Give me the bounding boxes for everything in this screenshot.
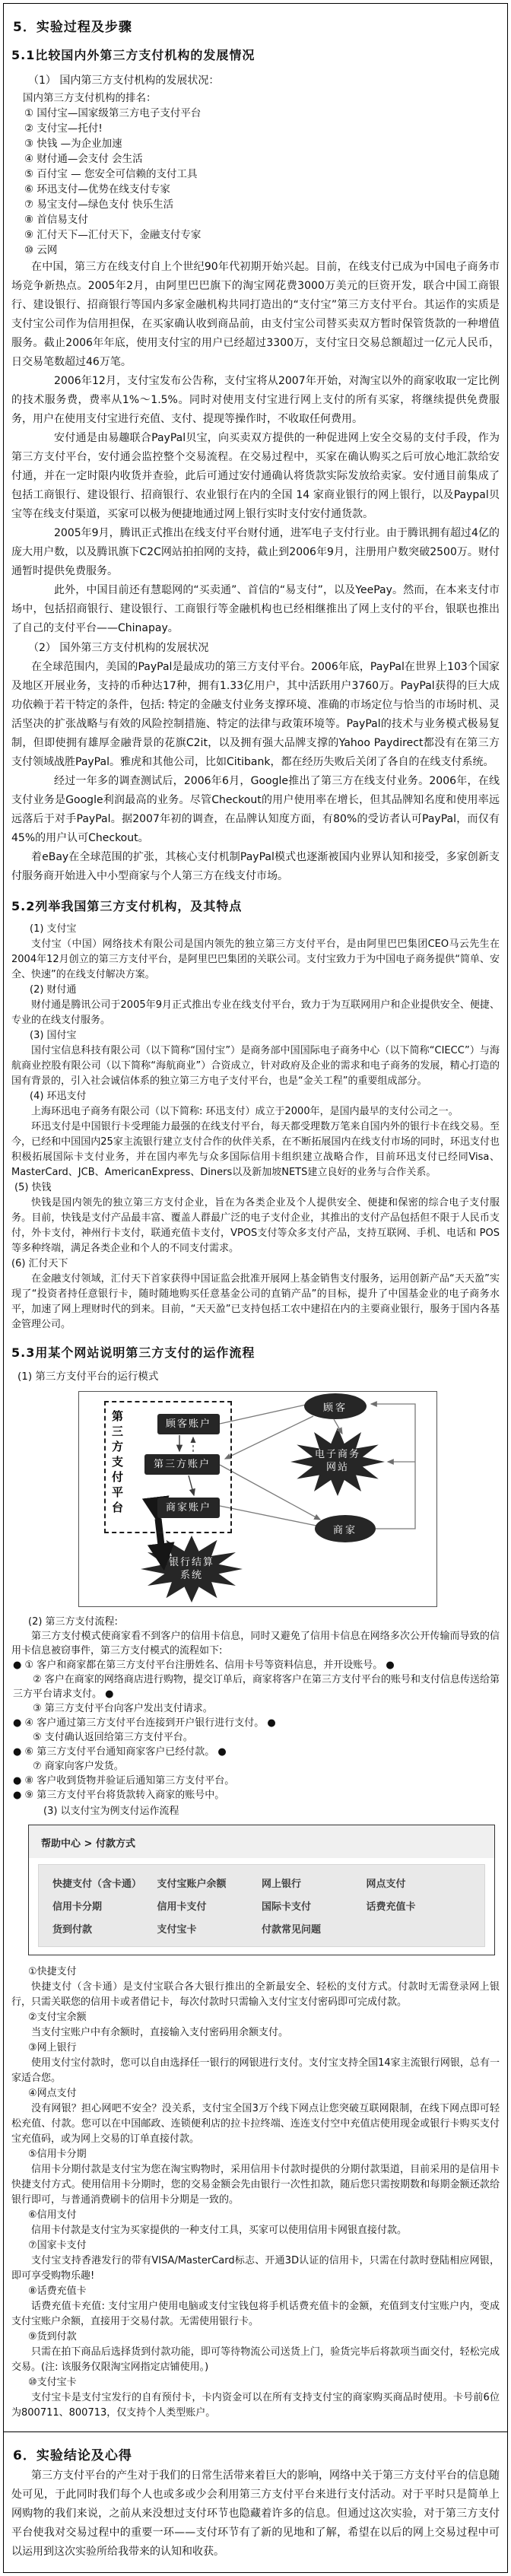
label-gopay: (3) 国付宝 (30, 1030, 77, 1041)
rank-item-4: ④ 财付通—会支付 会生活 (24, 153, 143, 165)
para-ebay: 着eBay在全球范围的扩张，其核心支付机制PayPal模式也逐渐被国内业界认知和接受，多家创新支付服务商开始进入中小型商家与个人第三方在线支付市场。 (11, 851, 500, 882)
bank-starburst-label (150, 1556, 233, 1582)
ecommerce-label-line1: 电子商务 (314, 1449, 360, 1460)
para-tenpay: 2005年9月，腾讯正式推出在线支付平台财付通，进军电子支付行业。由于腾讯拥有超过4亿的庞大用户数，以及腾讯旗下C2C网站拍拍网的支持，截止到2006年9月，注册用户数突破2500万。财付通暂时提供免费服务。 (11, 527, 500, 577)
customer-ellipse: 顾客 (304, 1393, 367, 1419)
label-method-9: ⑨货到付款 (28, 2331, 77, 2343)
label-method-10: ⑩支付宝卡 (28, 2377, 77, 2388)
label-method-1: ①快捷支付 (28, 1966, 77, 1977)
ecommerce-starburst-label (296, 1448, 379, 1474)
para-alipay-co: 支付宝（中国）网络技术有限公司是国内领先的独立第三方支付平台，是由阿里巴巴集团CEO马云先生在2004年12月创立的第三方支付平台，是阿里巴巴集团的关联公司。支付宝致力于为中国电子商务提供“简单、安全、快速”的在线支付解决方案。 (11, 939, 500, 980)
label-method-7: ⑦国家卡支付 (28, 2240, 87, 2251)
merchant-account-box: 商家账户 (157, 1498, 220, 1518)
para-alipay-history: 在中国，第三方在线支付自上个世纪90年代初期开始兴起。目前，在线支付已成为中国电子商务市场竞争新热点。2005年2月，由阿里巴巴旗下的淘宝网花费3000万美元的巨资开发，联合中国工商银行、建设银行、招商银行等国内多家金融机构共同打造出的“支付宝”第三方支付平台。其运作的实质是支付宝公司作为信用担保，在买家确认收到商品前，由支付宝公司替买卖双方暂时保管货款的一种增值服务。截止2006年年底，使用支付宝的用户已经超过3300万，支付宝日交易总额超过一亿元人民币，日交易笔数超过46万笔。 (11, 261, 500, 368)
flow-step-6: ● ⑥ 第三方支付平台通知商家客户已经付款。 ● (13, 1746, 227, 1758)
third-party-account-box: 第三方账户 (144, 1454, 220, 1475)
link-payment-faq[interactable]: 付款常见问题 (262, 1924, 322, 1936)
label-method-6: ⑥信用支付 (28, 2209, 77, 2221)
link-credit-card-pay[interactable]: 信用卡支付 (157, 1901, 207, 1913)
para-google-checkout: 经过一年多的调查测试后，2006年6月，Google推出了第三方在线支付业务。2006年，在线支付业务是Google利润最高的业务。尽管Checkout的用户使用率在增长，但其品牌知名度和使用率远远落后于对手PayPal。据2007年初的调查，在品牌认知度方面，有80%的受访者认可PayPal，而仅有45%的用户认可Checkout。 (11, 775, 500, 844)
section-6-title: 6．实验结论及心得 (13, 2448, 132, 2463)
flow-step-7: ⑦ 商家向客户发货。 (33, 1761, 124, 1772)
para-method-1: 快捷支付（含卡通）是支付宝联合各大银行推出的全新最安全、轻松的支付方式。付款时无需登录网上银行，只需关联您的信用卡或者借记卡，每次付款时只需输入支付宝支付密码即可完成付款。 (11, 1981, 500, 2008)
flow-step-5: ⑤ 支付确认返回给第三方支付平台。 (33, 1732, 193, 1743)
label-method-3: ③网上银行 (28, 2042, 77, 2053)
merchant-ellipse: 商家 (315, 1515, 376, 1542)
para-method-7: 支付宝支持香港发行的带有VISA/MasterCard标志、开通3D认证的信用卡，只需在付款时登陆相应网银，即可享受购物乐趣! (11, 2255, 500, 2282)
alipay-help-panel (28, 1825, 495, 1955)
link-online-banking[interactable]: 网上银行 (262, 1879, 302, 1890)
label-tenpay: (2) 财付通 (30, 984, 77, 996)
para-99bill-co: 快钱是国内领先的独立第三方支付企业，旨在为各类企业及个人提供安全、便捷和保密的综合电子支付服务。目前，快钱是支付产品最丰富、覆盖人群最广泛的电子支付企业，其推出的支付产品包括但不限于人民币支付，外卡支付，神州行卡支付，联通充值卡支付，VPOS支付等众多支付产品，支持互联网、手机、电话和 POS等多种终端，满足各类企业和个人的不同支付需求。 (11, 1197, 500, 1254)
para-chinapnr-co: 在金融支付领域，汇付天下首家获得中国证监会批准开展网上基金销售支付服务，运用创新产品“天天盈”实现了“投资者持任意银行卡，随时随地购买任意基金公司的直销产品”的目标，提升了中国基金业的电子商务水平，加速了网上理财时代的到来。目前，“天天盈”已支持包括工农中建招在内的主要商业银行，服务于国内各基金管理公司。 (11, 1273, 500, 1330)
customer-account-box: 顾客账户 (157, 1414, 220, 1434)
line-customeracct-to-customer (220, 1405, 306, 1424)
rank-item-2: ② 支付宝—托付! (24, 122, 103, 135)
section-5-box (3, 3, 508, 2432)
para-method-6: 信用卡付款是支付宝为买家提供的一种支付工具，买家可以使用信用卡网银直接付款。 (31, 2225, 408, 2236)
link-international-card-pay[interactable]: 国际卡支付 (262, 1901, 312, 1913)
bank-label-line1: 银行结算 (168, 1557, 214, 1568)
link-alipay-card[interactable]: 支付宝卡 (157, 1924, 197, 1936)
link-credit-card-installment[interactable]: 信用卡分期 (52, 1901, 103, 1913)
label-foreign-status: （2） 国外第三方支付机构的发展状况 (28, 642, 209, 654)
rank-item-6: ⑥ 环迅支付—优势在线支付专家 (24, 183, 170, 195)
heading-5-2: 5.2列举我国第三方支付机构，及其特点 (11, 899, 243, 913)
link-cash-on-delivery[interactable]: 货到付款 (52, 1924, 93, 1936)
rank-item-10: ⑩ 云网 (24, 244, 58, 256)
para-ips-co-2: 环迅支付是中国银行卡受理能力最强的在线支付平台，每天都受理数万笔来自国内外的银行卡在线交易。至今，已经和中国国内25家主流银行建立支付合作的伙伴关系，在不断拓展国内在线支付市场的同时，环迅支付也积极拓展国际卡支付业务，并在国内率先与众多国际信用卡组织建立战略合作，目前环迅支付已经同Visa、MasterCard、JCB、AmericanExpress、Diners以及新加坡NETS建立良好的业务与合作关系。 (11, 1121, 500, 1178)
para-method-2: 当支付宝账户中有余额时，直接输入支付密码用余额支付。 (31, 2027, 289, 2038)
section-6-box (3, 2431, 508, 2573)
label-method-5: ⑤信用卡分期 (28, 2149, 87, 2160)
label-method-2: ②支付宝余额 (28, 2012, 87, 2023)
flow-step-1: ● ① 客户和商家都在第三方支付平台注册姓名、信用卡号等资料信息，并开设账号。 ● (13, 1660, 395, 1671)
para-tenpay-co: 财付通是腾讯公司于2005年9月正式推出专业在线支付平台，致力于为互联网用户和企业提供安全、便捷、专业的在线支付服务。 (11, 999, 500, 1026)
label-method-4: ④网点支付 (28, 2088, 77, 2099)
para-method-5: 信用卡分期付款是支付宝为您在淘宝购物时，采用信用卡付款时提供的分期付款渠道，目前采用的是信用卡快捷支付方式。使用信用卡分期时，您的交易金额会先由银行一次性扣款，随后您只需按期数和每期金额还款给银行即可，与普通消费刷卡的信用卡分期是一致的。 (11, 2164, 500, 2206)
flow-step-9: ● ⑨ 第三方支付平台将货款转入商家的账号中。 (13, 1790, 225, 1801)
flow-step-2: ② 客户在商家的网络商店进行购物，提交订单后，商家将客户在第三方支付平台的账号和支付信息传送给第三方平台请求支付。 ● (13, 1674, 500, 1700)
payment-flow-diagram (78, 1391, 437, 1607)
flow-step-3: ③ 第三方支付平台向客户发出支付请求。 (33, 1703, 213, 1714)
platform-vertical-label: 第三方支付平台 (110, 1410, 124, 1517)
lab-report-page (3, 3, 508, 2573)
payment-methods-grid (38, 1864, 485, 1947)
para-alipay-fee: 2006年12月，支付宝发布公告称，支付宝将从2007年开始，对淘宝以外的商家收取一定比例的技术服务费，费率从1%～1.5%。同时对使用支付宝进行网上支付的所有买家，将继续提供免费服务，用户在使用支付宝进行充值、支付、提现等操作时，不收取任何费用。 (11, 375, 500, 425)
rank-item-9: ⑨ 汇付天下—汇付天下，金融支付专家 (24, 229, 202, 241)
label-ips: (4) 环迅支付 (30, 1091, 87, 1102)
label-chinapnr: (6) 汇付天下 (11, 1258, 68, 1269)
link-quick-pay[interactable]: 快捷支付（含卡通） (52, 1879, 142, 1890)
para-flow-intro: 第三方支付模式使商家看不到客户的信用卡信息，同时又避免了信用卡信息在网络多次公开传输而导致的信用卡信息被窃事件，第三方支付模式的流程如下: (11, 1631, 500, 1656)
line-merchantacct-to-merchant (220, 1506, 316, 1526)
label-operating-model: (1) 第三方支付平台的运行模式 (17, 1371, 159, 1383)
heading-5-3: 5.3用某个网站说明第三方支付的运作流程 (11, 1345, 256, 1360)
ecommerce-label-line2: 网站 (325, 1462, 349, 1473)
link-offline-outlet-pay[interactable]: 网点支付 (366, 1879, 406, 1890)
ranking-intro: 国内第三方支付机构的排名： (23, 92, 157, 104)
link-account-balance[interactable]: 支付宝账户余额 (157, 1879, 227, 1890)
label-alipay-example: (3) 以支付宝为例支付运作流程 (43, 1806, 179, 1817)
rank-item-7: ⑦ 易宝支付—绿色支付 快乐生活 (24, 199, 174, 211)
para-other-platforms: 此外，中国目前还有慧聪网的“买卖通”、首信的“易支付”，以及YeePay。然而，在本来支付市场中，包括招商银行、建设银行、工商银行等金融机构也已经相继推出了网上支付的平台，银联也推出了自己的支付平台——Chinapay。 (11, 584, 500, 634)
para-method-10: 支付宝卡是支付宝发行的自有预付卡，卡内资金可以在所有支持支付宝的商家购买商品时使用。卡号前6位为800711、800713，仅支持个人类型账户。 (11, 2392, 500, 2419)
para-anfutong: 安付通是由易趣联合PayPal贝宝，向买卖双方提供的一种促进网上安全交易的支付手段，作为第三方支付平台，安付通会监控整个交易流程。在交易过程中，买家在确认购买之后可放心地汇款给安付通，并在一定时限内收货并查验，此后可通过安付通确认将货款实际发放给卖家。安付通目前集成了包括工商银行、建设银行、招商银行、农业银行在内的全国 14 家商业银行的网上银行，以及Paypal贝宝等在线支付渠道，买家可以极为便捷地通过网上银行实时支付安付通货款。 (11, 432, 500, 520)
para-method-9: 只需在拍下商品后选择货到付款功能，即可等待物流公司送货上门，验货完毕后将款项当面交付，轻松完成交易。(注: 该服务仅限淘宝网指定店铺使用。) (11, 2346, 500, 2373)
para-method-4: 没有网银？担心网吧不安全？没关系，支付宝全国3万个线下网点让您突破互联网限制，在线下网点即可轻松充值、付款。您可以在中国邮政、连锁便利店的拉卡拉终端、连连支付空中充值店使用现金或银行卡购买支付宝充值码，或为网上交易的订单直接付款。 (11, 2103, 500, 2145)
label-99bill: (5) 快钱 (14, 1182, 52, 1193)
para-method-8: 话费充值卡充值: 支付宝用户使用电脑或支付宝钱包将手机话费充值卡的金额，充值到支付宝账户内，变成支付宝账户余额，直接用于交易付款。无需使用银行卡。 (11, 2301, 500, 2327)
para-method-3: 使用支付宝付款时，您可以自由选择任一银行的网银进行支付。支付宝支持全国14家主流银行网银，总有一家适合您。 (11, 2057, 500, 2084)
para-ips-co-1: 上海环迅电子商务有限公司（以下简称: 环迅支付）成立于2000年，是国内最早的支付公司之一。 (31, 1106, 459, 1117)
rank-item-1: ① 国付宝—国家级第三方电子支付平台 (24, 107, 202, 119)
rank-item-8: ⑧ 首信易支付 (24, 214, 88, 226)
para-gopay-co: 国付宝信息科技有限公司（以下简称“国付宝”）是商务部中国国际电子商务中心（以下简称“CIECC”）与海航商业控股有限公司（以下简称“海航商业”）合资成立，针对政府及企业的需求和电子商务的发展，精心打造的国有背景的，引入社会诚信体系的独立第三方电子支付平台，也是“金关工程”的重要组成部分。 (11, 1045, 500, 1087)
flow-step-4: ● ④ 客户通过第三方支付平台连接到开户银行进行支付。 ● (13, 1717, 276, 1729)
label-domestic-status: （1） 国内第三方支付机构的发展状况： (28, 75, 220, 87)
label-payment-flow: (2) 第三方支付流程: (28, 1616, 118, 1628)
para-conclusion: 第三方支付平台的产生对于我们的日常生活带来着巨大的影响，网络中关于第三方支付平台的信息随处可见，于此同时我们每个人也或多或少会利用第三方支付平台来进行支付活动。对于平时只是简单上网购物的我们来说，之前从来没想过支付环节也隐藏着许多的信息。但通过这次实验，对于第三方支付平台使我对交易过程中的重要一环——支付环节有了新的见地和了解，希望在以后的网上交易过程中可以运用到这次实验所给我带来的认知和收获。 (11, 2470, 500, 2558)
bank-label-line2: 系统 (179, 1570, 203, 1581)
label-method-8: ⑧话费充值卡 (28, 2285, 87, 2297)
breadcrumb: 帮助中心 > 付款方式 (29, 1825, 494, 1858)
rank-item-5: ⑤ 百付宝 — 您安全可信赖的支付工具 (24, 168, 198, 180)
section-5-title: 5．实验过程及步骤 (13, 20, 132, 35)
flow-step-8: ● ⑧ 客户收到货物并验证后通知第三方支付平台。 (13, 1775, 235, 1787)
heading-5-1: 5.1比较国内外第三方支付机构的发展情况 (11, 48, 256, 62)
rank-item-3: ③ 快钱 —为企业加速 (24, 138, 122, 150)
label-alipay: (1) 支付宝 (30, 923, 77, 935)
link-phone-recharge-card[interactable]: 话费充值卡 (366, 1901, 416, 1913)
para-paypal: 在全球范围内，美国的PayPal是最成功的第三方支付平台。2006年底，PayPal在世界上103个国家及地区开展业务，支持的币种达17种，拥有1.33亿用户，其中活跃用户3760万。PayPal获得的巨大成功依赖于若干特定的条件，包括: 特定的金融支付业务支撑环境、准确的市场定位与恰当的市场时机、灵活坚决的扩张战略与有效的风险控制措施、特定的法律与政策环境等。PayPal的技术与业务模式极易复制，但即使拥有雄厚金融背景的花旗C2it，以及拥有强大品牌支撑的Yahoo Paydirect都没有在第三方支付领域战胜PayPal。雅虎和其他公司，比如Citibank，都在经历失败后关闭了各自的在线支付系统。 (11, 661, 500, 768)
